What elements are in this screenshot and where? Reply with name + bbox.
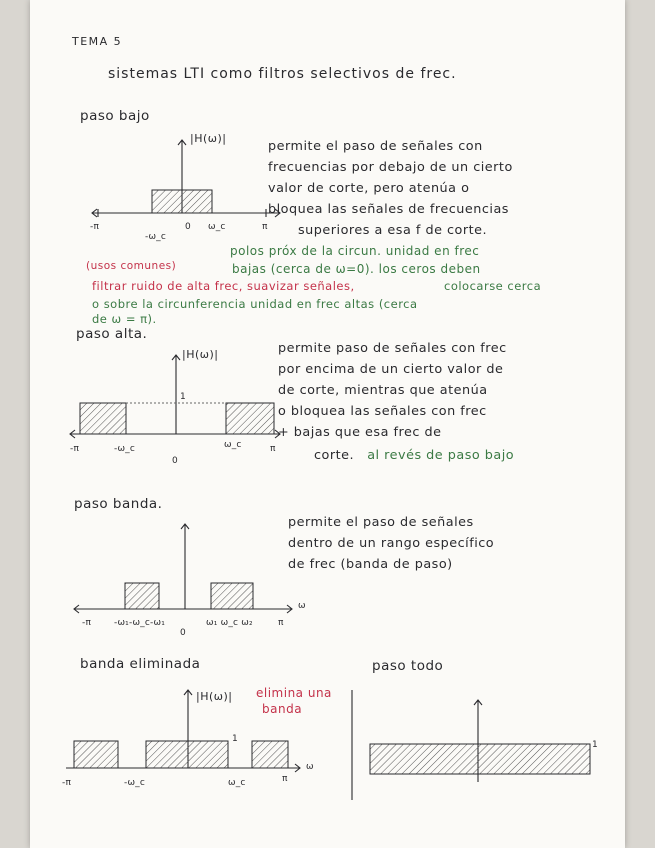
paso-bajo-desc-line: permite el paso de señales con: [268, 139, 483, 154]
paso-bajo-tick-pi: π: [262, 222, 268, 232]
paso-bajo-note-line3-green: colocarse cerca: [444, 279, 542, 293]
paso-alta-heading: paso alta.: [76, 326, 148, 342]
paso-alta-desc-green: al revés de paso bajo: [367, 448, 515, 463]
paso-alta-desc-line: o bloquea las señales con frec: [278, 404, 487, 419]
paso-bajo-desc-line: frecuencias por debajo de un cierto: [268, 160, 513, 175]
paso-banda-tick-neg-pi: -π: [82, 618, 92, 628]
paso-banda-desc-line: permite el paso de señales: [288, 515, 474, 530]
paso-alta-tick-pi: π: [270, 444, 276, 454]
paso-bajo-note-line3-red: filtrar ruido de alta frec, suavizar señales,: [92, 279, 355, 293]
paso-bajo-tick-neg-pi: -π: [90, 222, 100, 232]
paso-alta-axis-label: |H(ω)|: [182, 348, 219, 361]
paso-bajo-note-line4: o sobre la circunferencia unidad en frec altas (cerca: [92, 297, 418, 311]
paso-alta-one-label: 1: [180, 392, 186, 402]
banda-eliminada-note-1: elimina una: [256, 686, 332, 700]
paso-alta-desc-last: corte.: [314, 448, 355, 463]
paso-banda-desc-line: dentro de un rango específico: [288, 536, 495, 551]
paso-alta-desc-line: + bajas que esa frec de: [278, 425, 442, 440]
paso-banda-heading: paso banda.: [74, 496, 163, 512]
paso-alta-desc-line: permite paso de señales con frec: [278, 341, 507, 356]
banda-eliminada-heading: banda eliminada: [80, 656, 201, 672]
paso-alta-tick-zero: 0: [172, 456, 178, 466]
banda-eliminada-axis-label: |H(ω)|: [196, 690, 233, 703]
page-title: sistemas LTI como filtros selectivos de frec.: [108, 66, 457, 82]
paso-banda-tick-w: ω₁ ω_c ω₂: [206, 618, 253, 628]
paso-bajo-desc-line: valor de corte, pero atenúa o: [268, 181, 470, 196]
banda-eliminada-tick-pi: π: [282, 774, 288, 784]
paso-bajo-note-usos: (usos comunes): [86, 260, 177, 272]
banda-eliminada-tick-wc: ω_c: [228, 778, 246, 788]
paso-todo-plot: [30, 0, 625, 848]
paso-bajo-note-line5: de ω = π).: [92, 312, 157, 326]
paso-banda-tick-pi: π: [278, 618, 284, 628]
banda-eliminada-note-2: banda: [262, 702, 303, 716]
banda-eliminada-w: ω: [306, 762, 314, 772]
paso-alta-desc-line: por encima de un cierto valor de: [278, 362, 504, 377]
paso-alta-desc-line: de corte, mientras que atenúa: [278, 383, 488, 398]
banda-eliminada-tick-neg-pi: -π: [62, 778, 72, 788]
paso-banda-tick-zero: 0: [180, 628, 186, 638]
paso-bajo-desc-line: superiores a esa f de corte.: [298, 223, 488, 238]
paso-bajo-desc-line: bloquea las señales de frecuencias: [268, 202, 509, 217]
tema-label: TEMA 5: [72, 35, 123, 48]
paso-bajo-axis-label: |H(ω)|: [190, 132, 227, 145]
paso-todo-band: [370, 744, 590, 774]
banda-eliminada-one: 1: [232, 734, 238, 744]
paso-todo-one: 1: [592, 740, 598, 750]
paso-bajo-tick-neg-wc: -ω_c: [145, 232, 167, 242]
paso-banda-desc-line: de frec (banda de paso): [288, 557, 453, 572]
paso-bajo-heading: paso bajo: [80, 108, 150, 124]
paso-banda-tick-neg-w: -ω₁-ω_c-ω₁: [114, 618, 166, 628]
paso-alta-tick-neg-pi: -π: [70, 444, 80, 454]
paso-todo-heading: paso todo: [372, 658, 444, 674]
paso-bajo-note-line2: bajas (cerca de ω=0). los ceros deben: [232, 262, 481, 276]
paso-banda-w-label: ω: [298, 601, 306, 611]
paso-bajo-tick-wc: ω_c: [208, 222, 226, 232]
banda-eliminada-tick-neg-wc: -ω_c: [124, 778, 146, 788]
notebook-page: [30, 0, 625, 848]
paso-bajo-tick-zero: 0: [185, 222, 191, 232]
paso-alta-tick-neg-wc: -ω_c: [114, 444, 136, 454]
paso-bajo-note-line1: polos próx de la circun. unidad en frec: [230, 244, 480, 258]
paso-alta-tick-wc: ω_c: [224, 440, 242, 450]
